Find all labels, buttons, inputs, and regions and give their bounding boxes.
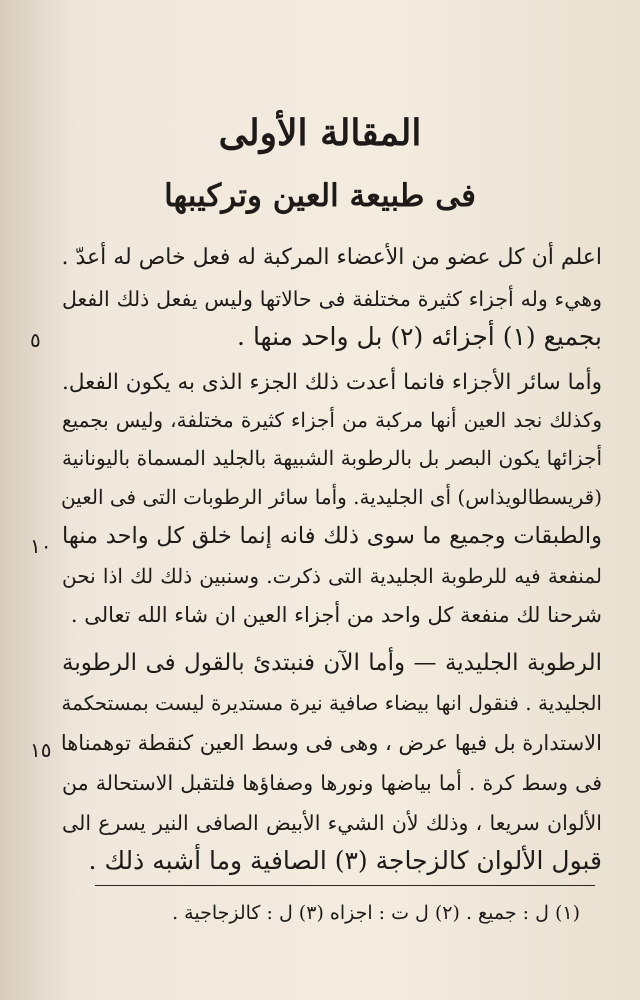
text-line: أجزائها يكون البصر بل بالرطوبة الشبيهة بالجليد المسماة باليونانية xyxy=(62,446,602,470)
text-line: الألوان سريعا ، وذلك لأن الشيء الأبيض الصافى النير يسرع الى xyxy=(62,811,602,835)
text-line: الرطوبة الجليدية — وأما الآن فنبتدئ بالقول فى الرطوبة xyxy=(62,650,602,676)
text-line: فى وسط كرة . أما بياضها ونورها وصفاؤها فلتقبل الاستحالة من xyxy=(62,771,602,795)
footnote: (١) ل : جميع . (٢) ل ت : اجزاه (٣) ل : كالزجاجية . xyxy=(172,902,580,924)
page-subtitle: فى طبيعة العين وتركيبها xyxy=(164,178,476,214)
text-line: اعلم أن كل عضو من الأعضاء المركبة له فعل خاص له أعدّ . xyxy=(61,245,602,270)
line-number: ٥ xyxy=(30,328,41,352)
text-line: لمنفعة فيه للرطوبة الجليدية التى ذكرت. وسنبين ذلك لك اذا نحن xyxy=(62,564,602,588)
text-line: (قريسطالويذاس) أى الجليدية. وأما سائر الرطوبات التى فى العين xyxy=(60,485,602,509)
text-line: الاستدارة بل فيها عرض ، وهى فى وسط العين كنقطة توهمناها xyxy=(60,731,602,755)
text-line: بجميع (١) أجزائه (٢) بل واحد منها . xyxy=(237,322,602,351)
footnote-divider xyxy=(95,885,595,886)
text-line: والطبقات وجميع ما سوى ذلك فانه إنما خلق كل واحد منها xyxy=(62,523,602,549)
text-line: الجليدية . فنقول انها بيضاء صافية نيرة مستديرة ليست بمستحكمة xyxy=(61,691,602,715)
page-title: المقالة الأولى xyxy=(218,112,422,154)
text-line: وأما سائر الأجزاء فانما أعدت ذلك الجزء الذى به يكون الفعل. xyxy=(62,370,602,395)
text-line: وهيء وله أجزاء كثيرة مختلفة فى حالاتها وليس يفعل ذلك الفعل xyxy=(62,287,602,311)
line-number: ١٠ xyxy=(30,534,52,558)
line-number: ١٥ xyxy=(30,738,52,762)
text-line: قبول الألوان كالزجاجة (٣) الصافية وما أشبه ذلك . xyxy=(88,846,602,875)
text-line: شرحنا لك منفعة كل واحد من أجزاء العين ان شاء الله تعالى . xyxy=(70,603,602,627)
text-line: وكذلك نجد العين أنها مركبة من أجزاء كثيرة مختلفة، وليس بجميع xyxy=(62,408,602,432)
